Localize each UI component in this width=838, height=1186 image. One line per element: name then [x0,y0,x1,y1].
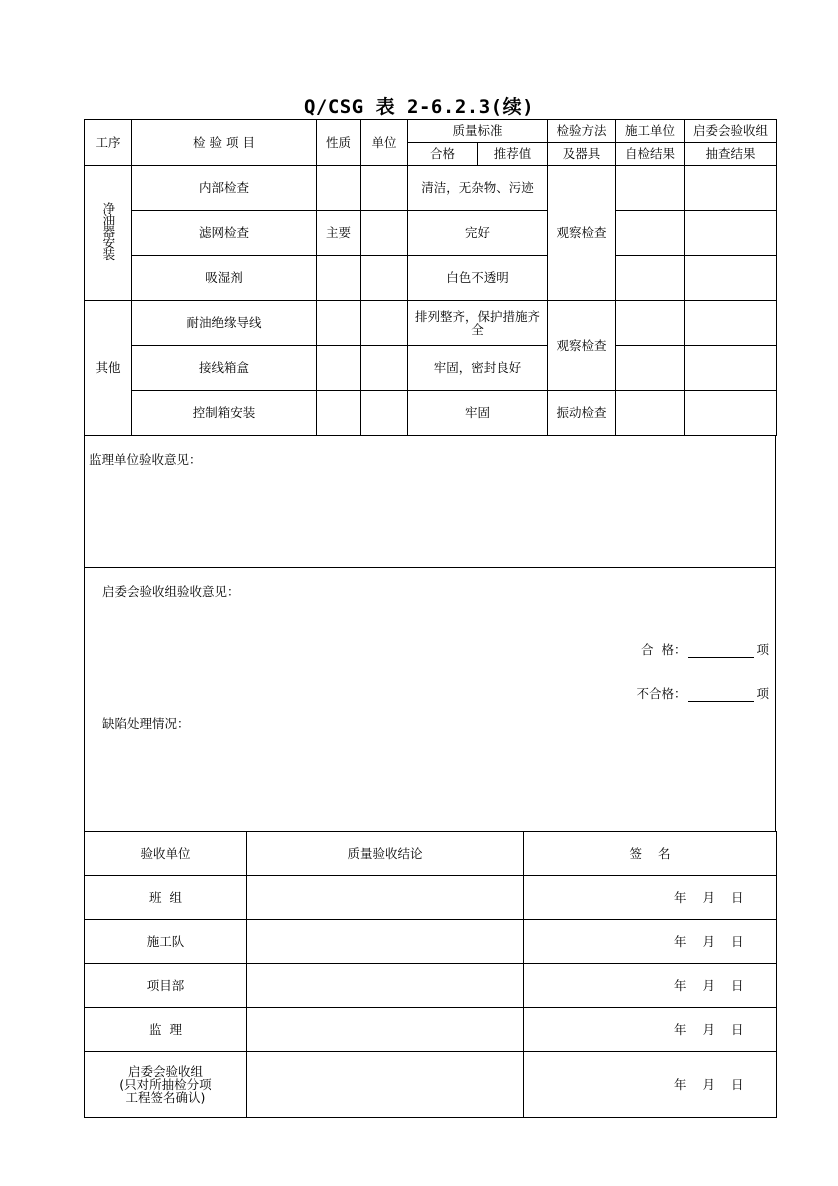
row-item: 耐油绝缘导线 [132,301,317,346]
group-name: 其他 [85,301,132,436]
row-item: 接线箱盒 [132,346,317,391]
sign-row-conclusion[interactable] [247,1008,524,1052]
row-unit [361,391,408,436]
group-name [85,166,132,301]
sign-row-unit: 项目部 [85,964,247,1008]
year-label: 年 [674,977,687,993]
sign-row-conclusion[interactable] [247,1052,524,1118]
unqualified-label: 不合格： [636,686,687,701]
row-committee-check[interactable] [685,346,777,391]
year-label: 年 [674,1076,687,1092]
day-label: 日 [731,977,744,993]
row-self-check[interactable] [616,301,685,346]
sign-row-unit: 启委会验收组 (只对所抽检分项 工程签名确认) [85,1052,247,1118]
header-nature: 性质 [317,120,361,166]
supervision-opinion-label: 监理单位验收意见： [89,452,202,467]
row-committee-check[interactable] [685,391,777,436]
header-quality-standard: 质量标准 [408,120,548,143]
header-unit: 单位 [361,120,408,166]
row-standard: 排列整齐，保护措施齐全 [408,301,548,346]
header-self-check-line1: 施工单位 [616,120,685,143]
col-conclusion-header: 质量验收结论 [247,832,524,876]
row-unit [361,211,408,256]
qualified-item-unit: 项 [756,642,769,657]
row-nature [317,391,361,436]
row-self-check[interactable] [616,166,685,211]
day-label: 日 [731,1021,744,1037]
unqualified-count-line [636,684,769,702]
sign-row-unit: 施工队 [85,920,247,964]
row-unit [361,346,408,391]
month-label: 月 [702,889,716,905]
row-standard: 牢固，密封良好 [408,346,548,391]
row-committee-check[interactable] [685,301,777,346]
header-qualified: 合格 [408,143,478,166]
day-label: 日 [731,889,744,905]
day-label: 日 [731,1076,744,1092]
month-label: 月 [702,1076,716,1092]
row-nature: 主要 [317,211,361,256]
year-label: 年 [674,1021,687,1037]
document-title: Q/CSG 表 2-6.2.3(续) [303,96,535,118]
day-label: 日 [731,933,744,949]
header-committee-line2: 抽查结果 [685,143,777,166]
row-self-check[interactable] [616,346,685,391]
committee-opinion-label: 启委会验收组验收意见： [102,584,240,599]
unqualified-count-blank[interactable] [688,689,754,702]
qualified-count-line [641,640,769,658]
header-committee-line1: 启委会验收组 [685,120,777,143]
supervision-opinion-box[interactable] [84,436,776,568]
row-standard: 牢固 [408,391,548,436]
row-item: 滤网检查 [132,211,317,256]
sign-row-conclusion[interactable] [247,876,524,920]
row-committee-check[interactable] [685,166,777,211]
header-method-line1: 检验方法 [548,120,616,143]
col-sign-header: 签 名 [524,832,777,876]
header-item: 检 验 项 目 [132,120,317,166]
sign-row-date[interactable] [524,1052,777,1118]
sign-row-conclusion[interactable] [247,964,524,1008]
row-committee-check[interactable] [685,256,777,301]
year-label: 年 [674,933,687,949]
row-method: 观察检查 [548,301,616,391]
qualified-count-blank[interactable] [688,645,754,658]
col-unit-header: 验收单位 [85,832,247,876]
sign-row-date[interactable] [524,876,777,920]
sign-row-conclusion[interactable] [247,920,524,964]
row-self-check[interactable] [616,211,685,256]
defect-label: 缺陷处理情况： [102,716,190,731]
row-item: 控制箱安装 [132,391,317,436]
sign-row-unit: 班 组 [85,876,247,920]
header-process: 工序 [85,120,132,166]
row-nature [317,166,361,211]
group-name-text: 净油器安装 [100,202,116,260]
sign-row-date[interactable] [524,920,777,964]
inspection-table [84,119,777,436]
sign-row-unit: 监 理 [85,1008,247,1052]
row-standard: 白色不透明 [408,256,548,301]
month-label: 月 [702,933,716,949]
row-item: 吸湿剂 [132,256,317,301]
header-recommended: 推荐值 [478,143,548,166]
row-standard: 完好 [408,211,548,256]
row-standard: 清洁，无杂物、污迹 [408,166,548,211]
row-unit [361,256,408,301]
row-unit [361,301,408,346]
year-label: 年 [674,889,687,905]
header-self-check-line2: 自检结果 [616,143,685,166]
month-label: 月 [702,977,716,993]
unqualified-item-unit: 项 [756,686,769,701]
sign-row-date[interactable] [524,1008,777,1052]
row-method: 观察检查 [548,166,616,301]
row-nature [317,346,361,391]
row-unit [361,166,408,211]
row-self-check[interactable] [616,391,685,436]
row-item: 内部检查 [132,166,317,211]
sign-row-date[interactable] [524,964,777,1008]
header-method-line2: 及器具 [548,143,616,166]
qualified-label: 合 格： [641,642,687,657]
row-nature [317,301,361,346]
committee-opinion-box[interactable] [84,568,776,831]
row-nature [317,256,361,301]
row-method: 振动检查 [548,391,616,436]
row-self-check[interactable] [616,256,685,301]
row-committee-check[interactable] [685,211,777,256]
month-label: 月 [702,1021,716,1037]
signature-table [84,831,777,1118]
